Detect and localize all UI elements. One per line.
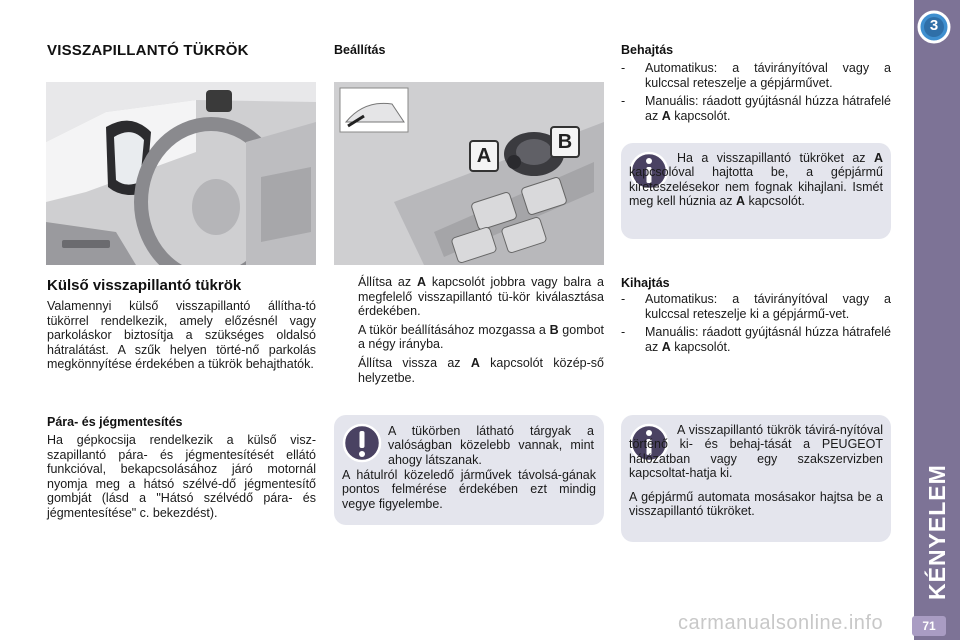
fold-info-text: Ha a visszapillantó tükröket az A kapcsolóval hajtotta be, a gépjármű kireteszelésekor nem fognak kihajlani. Ismét meg kell húznia az A kapcsolót. xyxy=(629,151,883,209)
car-interior-drawing xyxy=(46,82,316,265)
warning-lead: A tükörben látható tárgyak a valóságban közelebb vannak, mint ahogy látszanak. xyxy=(388,424,594,467)
watermark: carmanualsonline.info xyxy=(678,612,884,634)
defrost-paragraph: Ha gépkocsija rendelkezik a külső visz-szapillantó pára- és jégmentesítését ellátó funkcióval, bekapcsolásához járó motornál nyomja meg a hátsó szélvé-dő jégmentesítő gombját (lásd a "Hátsó szélvédő pára- és jégmentesítése" c. bekezdést). xyxy=(47,433,316,520)
unfold-info-lead: A visszapillantó tükrök távirá-nyítóval történő ki- és behaj-tását a PEUGEOT hálózatban vagy egy szakszervizben kapcsoltat-hatja ki. xyxy=(629,423,883,481)
intro-paragraph: Valamennyi külső visszapillantó állítha-tó tükörrel rendelkezik, amely előzésnél vagy parkoláskor biztosítja a szükséges oldalsó hátralátást. A szűk helyen törté-nő parkolás megkönnyítése érdekében a tükrök behajthatók. xyxy=(47,299,316,372)
unfold-list xyxy=(621,292,891,358)
adjust-step: Állítsa az A kapcsolót jobbra vagy balra a megfelelő visszapillantó tü-kör kiválasztása érdekében. xyxy=(358,275,605,319)
fold-title: Behajtás xyxy=(621,43,674,57)
defrost-title: Pára- és jégmentesítés xyxy=(47,415,183,429)
warning-box xyxy=(334,415,604,525)
page-title: VISSZAPILLANTÓ TÜKRÖK xyxy=(47,42,249,59)
chapter-title: KÉNYELEM xyxy=(924,464,950,600)
fold-info-box xyxy=(621,143,891,239)
section-title: Külső visszapillantó tükrök xyxy=(47,277,242,294)
chapter-number: 3 xyxy=(929,17,939,34)
adjust-steps xyxy=(334,275,604,389)
unfold-info-box xyxy=(621,415,891,542)
warning-body: A hátulról közeledő járművek távolsá-gának pontos felmérése érdekében ezt mindig vegye figyelembe. xyxy=(342,468,596,511)
mirror-control-illustration xyxy=(334,82,604,265)
page-number: 71 xyxy=(912,616,946,636)
unfold-title: Kihajtás xyxy=(621,276,670,290)
adjust-step: Állítsa vissza az A kapcsolót közép-ső helyzetbe. xyxy=(358,355,605,385)
control-switch-drawing xyxy=(334,82,604,265)
interior-mirror-illustration xyxy=(46,82,316,265)
label-a-badge: A xyxy=(469,140,499,172)
label-b-badge: B xyxy=(550,126,580,158)
fold-list xyxy=(621,61,891,127)
unfold-info-body: A gépjármű automata mosásakor hajtsa be a visszapillantó tükröket. xyxy=(629,490,883,519)
exclamation-icon xyxy=(342,423,382,463)
adjust-title: Beállítás xyxy=(334,43,386,57)
unfold-item: - Manuális: ráadott gyújtásnál húzza hátrafelé az A kapcsolót. xyxy=(621,325,891,354)
adjust-step: A tükör beállításához mozgassa a B gombot a négy irányba. xyxy=(358,322,604,352)
fold-item: - Manuális: ráadott gyújtásnál húzza hátrafelé az A kapcsolót. xyxy=(621,94,891,123)
unfold-item: - Automatikus: a távirányítóval vagy a kulccsal reteszelje ki a gépjármű-vet. xyxy=(621,292,891,321)
fold-item: - Automatikus: a távirányítóval vagy a kulccsal reteszelje a gépjárművet. xyxy=(621,61,891,90)
